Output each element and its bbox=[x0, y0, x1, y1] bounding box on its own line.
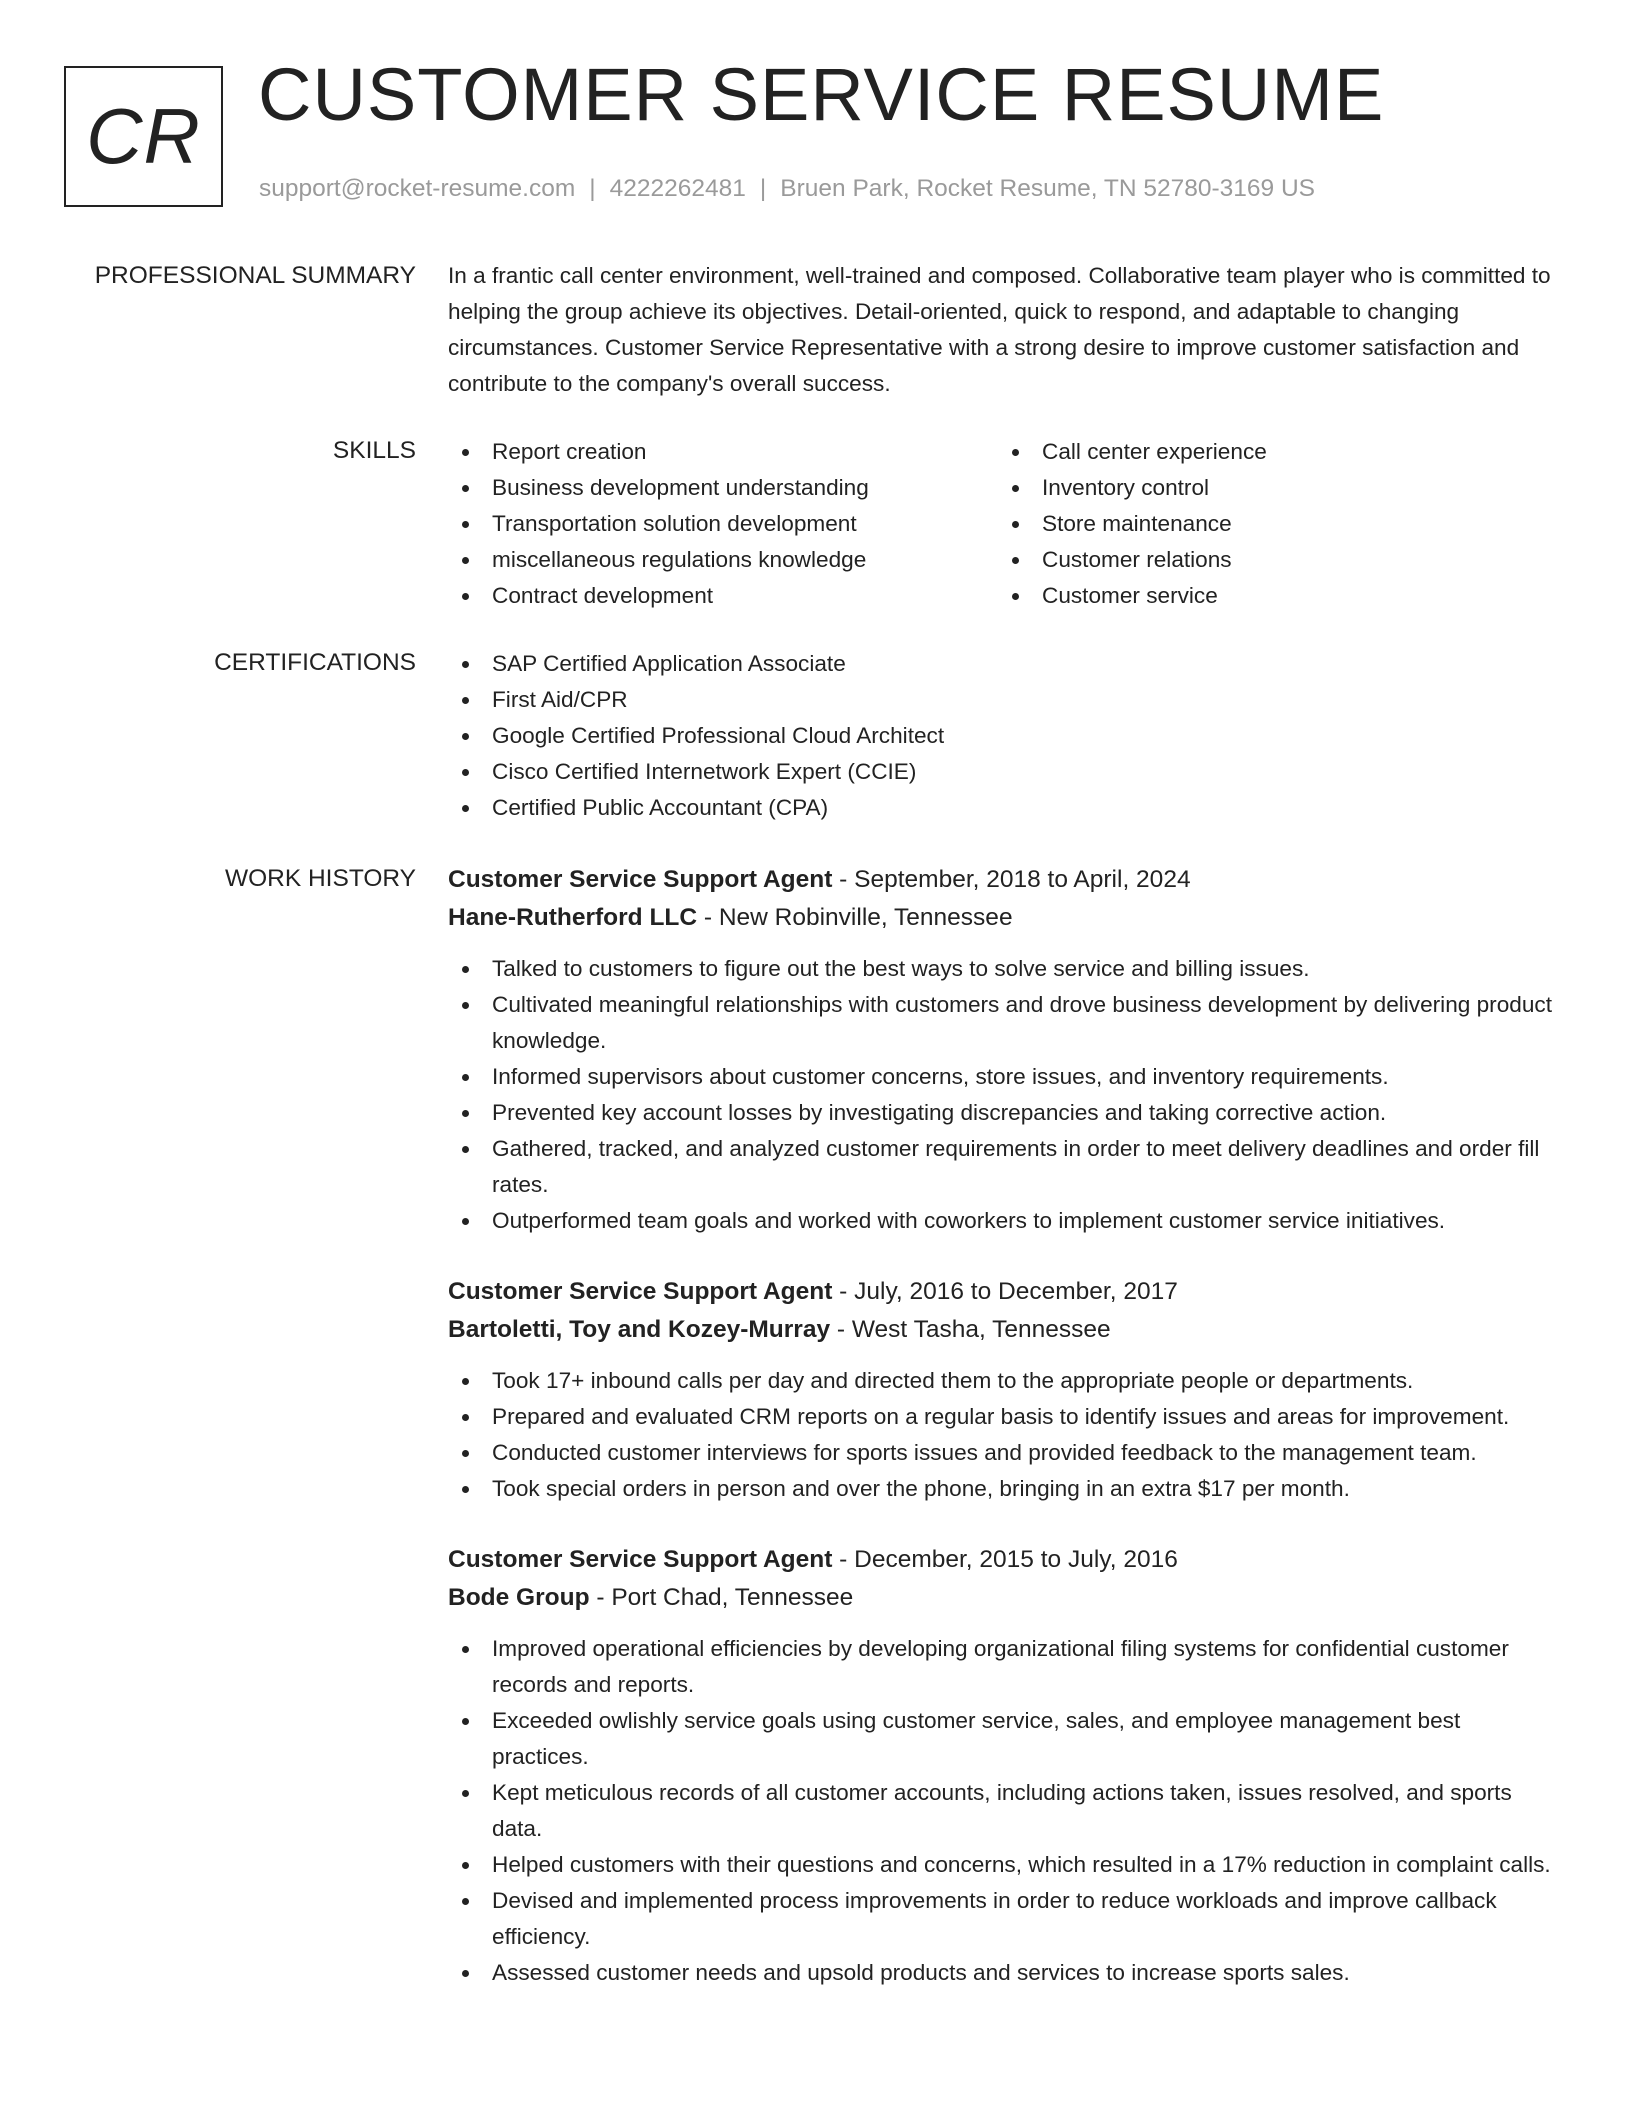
summary-text: In a frantic call center environment, well-trained and composed. Collaborative team player who is committed to helping the group achieve its objectives. Detail-oriented, quick to respond, and adaptable to changing circumstances. Customer Service Representative with a strong desire to improve customer satisfaction and contribute to the company's overall success. bbox=[448, 263, 1551, 396]
contact-phone: 4222262481 bbox=[609, 175, 746, 202]
list-item: Certified Public Accountant (CPA) bbox=[448, 790, 1558, 826]
monogram-box bbox=[64, 66, 223, 207]
list-item: SAP Certified Application Associate bbox=[448, 646, 1558, 682]
list-item: Took special orders in person and over the phone, bringing in an extra $17 per month. bbox=[448, 1471, 1558, 1507]
job-dates: - September, 2018 to April, 2024 bbox=[832, 866, 1191, 893]
job-dates: - December, 2015 to July, 2016 bbox=[832, 1546, 1178, 1573]
list-item: Customer service bbox=[998, 578, 1548, 614]
list-item: Store maintenance bbox=[998, 506, 1548, 542]
job-entry bbox=[448, 1541, 1558, 1991]
job-entry bbox=[448, 1273, 1558, 1507]
job-location: - New Robinville, Tennessee bbox=[697, 904, 1013, 931]
job-company-line bbox=[448, 1311, 1558, 1349]
list-item: Transportation solution development bbox=[448, 506, 998, 542]
job-company: Hane-Rutherford LLC bbox=[448, 904, 698, 931]
job-company: Bartoletti, Toy and Kozey-Murray bbox=[448, 1316, 831, 1343]
job-title-line bbox=[448, 1273, 1558, 1311]
list-item: Contract development bbox=[448, 578, 998, 614]
section-label-skills: SKILLS bbox=[332, 437, 416, 464]
job-title-line bbox=[448, 861, 1558, 899]
skills-section bbox=[448, 434, 1558, 614]
job-dates: - July, 2016 to December, 2017 bbox=[832, 1278, 1178, 1305]
list-item: Prevented key account losses by investigating discrepancies and taking corrective action. bbox=[448, 1095, 1558, 1131]
work-history-section bbox=[448, 861, 1558, 1991]
job-location: - Port Chad, Tennessee bbox=[589, 1584, 854, 1611]
summary-section bbox=[448, 258, 1558, 402]
job-company-line bbox=[448, 1579, 1558, 1617]
contact-email: support@rocket-resume.com bbox=[259, 175, 576, 202]
list-item: Business development understanding bbox=[448, 470, 998, 506]
job-company: Bode Group bbox=[448, 1584, 590, 1611]
contact-line bbox=[259, 177, 1315, 202]
job-duties-list bbox=[448, 1631, 1558, 1991]
contact-address: Bruen Park, Rocket Resume, TN 52780-3169 US bbox=[780, 175, 1316, 202]
skills-list-right bbox=[998, 434, 1548, 614]
certifications-section bbox=[448, 646, 1558, 826]
list-item: Assessed customer needs and upsold products and services to increase sports sales. bbox=[448, 1955, 1558, 1991]
job-title: Customer Service Support Agent bbox=[448, 1546, 833, 1573]
skills-list-left bbox=[448, 434, 998, 614]
list-item: Improved operational efficiencies by developing organizational filing systems for confidential customer records and reports. bbox=[448, 1631, 1558, 1703]
list-item: Devised and implemented process improvements in order to reduce workloads and improve callback efficiency. bbox=[448, 1883, 1558, 1955]
skills-columns bbox=[448, 434, 1558, 614]
list-item: Inventory control bbox=[998, 470, 1548, 506]
job-company-line bbox=[448, 899, 1558, 937]
certifications-list bbox=[448, 646, 1558, 826]
list-item: Prepared and evaluated CRM reports on a regular basis to identify issues and areas for improvement. bbox=[448, 1399, 1558, 1435]
section-label-certifications: CERTIFICATIONS bbox=[214, 649, 416, 676]
job-title-line bbox=[448, 1541, 1558, 1579]
list-item: Kept meticulous records of all customer accounts, including actions taken, issues resolved, and sports data. bbox=[448, 1775, 1558, 1847]
list-item: Took 17+ inbound calls per day and directed them to the appropriate people or departments. bbox=[448, 1363, 1558, 1399]
list-item: Informed supervisors about customer concerns, store issues, and inventory requirements. bbox=[448, 1059, 1558, 1095]
monogram-initials: CR bbox=[86, 92, 201, 180]
list-item: Call center experience bbox=[998, 434, 1548, 470]
section-label-summary: PROFESSIONAL SUMMARY bbox=[94, 262, 416, 289]
resume-title: CUSTOMER SERVICE RESUME bbox=[258, 53, 1385, 136]
job-duties-list bbox=[448, 1363, 1558, 1507]
list-item: Helped customers with their questions and concerns, which resulted in a 17% reduction in complaint calls. bbox=[448, 1847, 1558, 1883]
list-item: Cultivated meaningful relationships with customers and drove business development by delivering product knowledge. bbox=[448, 987, 1558, 1059]
list-item: Report creation bbox=[448, 434, 998, 470]
list-item: Exceeded owlishly service goals using customer service, sales, and employee management best practices. bbox=[448, 1703, 1558, 1775]
section-label-work-history: WORK HISTORY bbox=[224, 865, 416, 892]
list-item: miscellaneous regulations knowledge bbox=[448, 542, 998, 578]
list-item: Gathered, tracked, and analyzed customer requirements in order to meet delivery deadlines and order fill rates. bbox=[448, 1131, 1558, 1203]
list-item: First Aid/CPR bbox=[448, 682, 1558, 718]
list-item: Outperformed team goals and worked with coworkers to implement customer service initiatives. bbox=[448, 1203, 1558, 1239]
contact-separator: | bbox=[589, 175, 596, 202]
list-item: Customer relations bbox=[998, 542, 1548, 578]
job-entry bbox=[448, 861, 1558, 1239]
job-title: Customer Service Support Agent bbox=[448, 866, 833, 893]
list-item: Google Certified Professional Cloud Architect bbox=[448, 718, 1558, 754]
list-item: Talked to customers to figure out the best ways to solve service and billing issues. bbox=[448, 951, 1558, 987]
contact-separator: | bbox=[759, 175, 767, 202]
job-location: - West Tasha, Tennessee bbox=[830, 1316, 1111, 1343]
list-item: Cisco Certified Internetwork Expert (CCIE) bbox=[448, 754, 1558, 790]
job-duties-list bbox=[448, 951, 1558, 1239]
job-title: Customer Service Support Agent bbox=[448, 1278, 833, 1305]
list-item: Conducted customer interviews for sports issues and provided feedback to the management team. bbox=[448, 1435, 1558, 1471]
